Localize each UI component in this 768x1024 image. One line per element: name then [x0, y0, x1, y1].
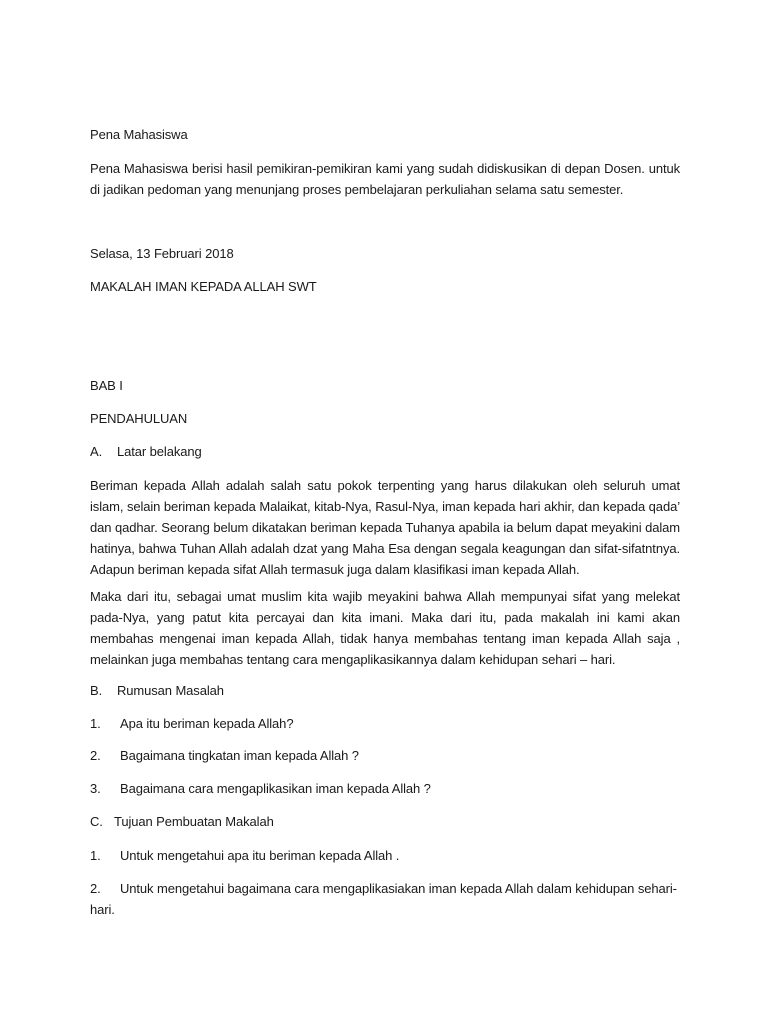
list-item-text: Bagaimana tingkatan iman kepada Allah ? [120, 748, 359, 763]
list-item-text: Untuk mengetahui bagaimana cara mengaplikasiakan iman kepada Allah dalam kehidupan sehari-hari. [90, 881, 677, 917]
section-b-title: Rumusan Masalah [117, 683, 224, 698]
section-b-letter: B. [90, 683, 103, 698]
post-date: Selasa, 13 Februari 2018 [90, 246, 234, 261]
chapter-number: BAB I [90, 378, 123, 393]
list-item-text: Untuk mengetahui apa itu beriman kepada Allah . [120, 848, 400, 863]
section-a-heading [90, 441, 680, 462]
section-c-letter: C. [90, 814, 103, 829]
blog-title: Pena Mahasiswa [90, 127, 188, 142]
post-title: MAKALAH IMAN KEPADA ALLAH SWT [90, 279, 317, 294]
list-item [90, 845, 680, 866]
list-item-number: 3. [90, 781, 101, 796]
section-c-heading [90, 811, 680, 832]
list-item-number: 2. [90, 748, 101, 763]
list-item-number: 2. [90, 881, 101, 896]
chapter-heading: PENDAHULUAN [90, 411, 188, 426]
list-item [90, 745, 680, 766]
section-a-title: Latar belakang [117, 444, 202, 459]
list-item [90, 778, 680, 799]
list-item [90, 713, 680, 734]
section-a-paragraph-1: Beriman kepada Allah adalah salah satu pokok terpenting yang harus dilakukan oleh seluruh umat islam, selain beriman kepada Malaikat, kitab-Nya, Rasul-Nya, iman kepada hari akhir, dan kepada qada’ dan qadhar. Seorang belum dikatakan beriman kepada Tuhanya apabila ia belum dapat meyakini dalam hatinya, bahwa Tuhan Allah adalah dzat yang Maha Esa dengan segala keagungan dan sifat-sifatntnya. Adapun beriman kepada sifat Allah termasuk juga dalam klasifikasi iman kepada Allah. [90, 478, 680, 577]
section-a-letter: A. [90, 444, 103, 459]
list-item-number: 1. [90, 848, 101, 863]
blog-description: Pena Mahasiswa berisi hasil pemikiran-pemikiran kami yang sudah didiskusikan di depan Dosen. untuk di jadikan pedoman yang menunjang proses pembelajaran perkuliahan selama satu semester. [90, 161, 680, 197]
section-c-title: Tujuan Pembuatan Makalah [114, 814, 274, 829]
list-item [90, 878, 680, 920]
list-item-number: 1. [90, 716, 101, 731]
list-item-text: Bagaimana cara mengaplikasikan iman kepada Allah ? [120, 781, 431, 796]
section-a-paragraph-2: Maka dari itu, sebagai umat muslim kita wajib meyakini bahwa Allah mempunyai sifat yang melekat pada-Nya, yang patut kita percayai dan kita imani. Maka dari itu, pada makalah ini kami akan membahas mengenai iman kepada Allah, tidak hanya membahas tentang iman kepada Allah saja , melainkan juga membahas tentang cara mengaplikasikannya dalam kehidupan sehari – hari. [90, 589, 680, 667]
list-item-text: Apa itu beriman kepada Allah? [120, 716, 294, 731]
section-b-heading [90, 680, 680, 701]
